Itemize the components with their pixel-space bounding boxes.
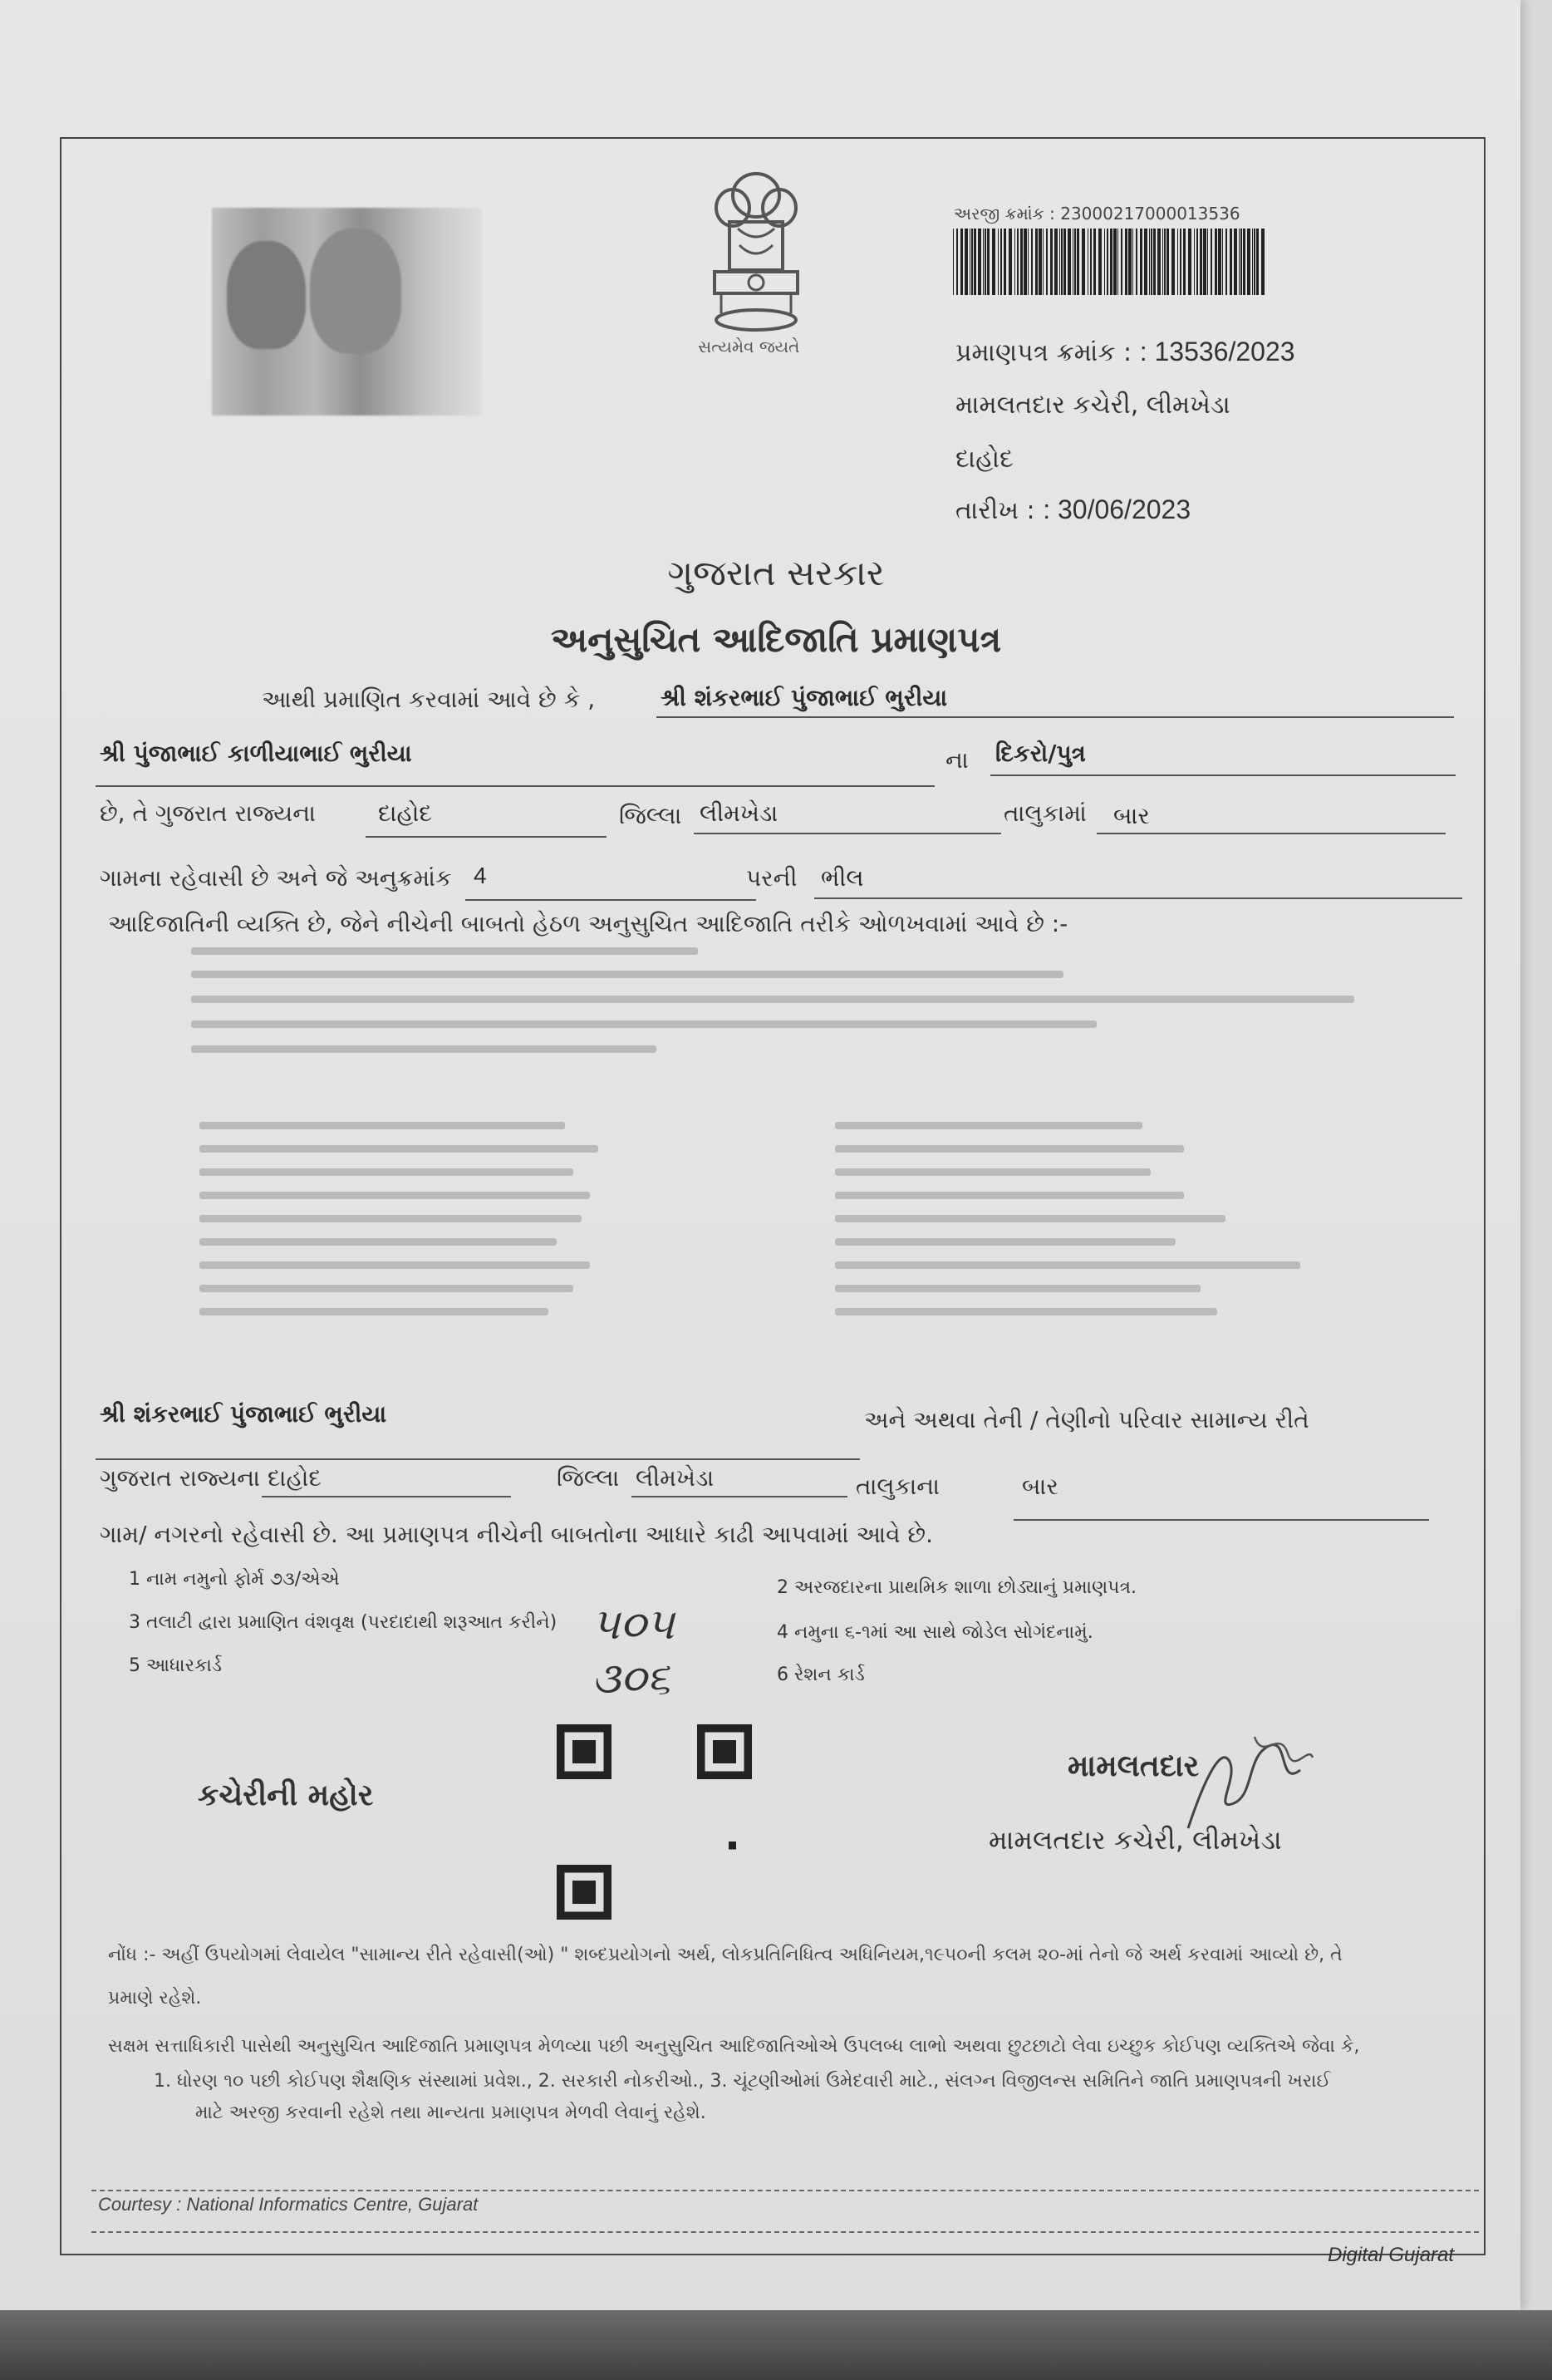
legal-reference-line (191, 1020, 1097, 1028)
issuing-district: દાહોદ (955, 445, 1014, 474)
table-surface (0, 2310, 1552, 2380)
qr-module (564, 1912, 572, 1920)
qr-module (603, 1732, 611, 1739)
legal-reference-line (199, 1192, 590, 1199)
qr-module (572, 1881, 580, 1888)
officer-title: મામલતદાર (1068, 1749, 1200, 1783)
qr-module (557, 1888, 564, 1896)
qr-module (713, 1748, 720, 1755)
note-benefits-end: માટે અરજી કરવાની રહેશે તથા માન્યતા પ્રમાણપત્ર મેળવી લેવાનું રહેશે. (195, 2102, 706, 2123)
barcode-bar (1090, 229, 1092, 295)
legal-reference-line (199, 1238, 557, 1246)
residence-village-rule (1014, 1519, 1429, 1521)
qr-module (588, 1912, 596, 1920)
qr-module (588, 1748, 596, 1755)
applicant-photo (212, 208, 482, 416)
barcode-bar (1028, 229, 1029, 295)
qr-module (705, 1724, 713, 1732)
qr-module (603, 1740, 611, 1748)
recognition-text: આદિજાતિની વ્યક્તિ છે, જેને નીચેની બાબતો હેઠળ અનુસુચિત આદિજાતિ તરીકે ઓળખવામાં આવે છે :- (108, 910, 1068, 937)
barcode-bar (953, 229, 954, 295)
qr-module (744, 1756, 752, 1763)
barcode-bar (974, 229, 976, 295)
barcode-bar (1107, 229, 1108, 295)
legal-reference-line (199, 1285, 573, 1292)
qr-module (603, 1904, 611, 1911)
barcode-bar (1140, 229, 1142, 295)
barcode-bar (1243, 229, 1245, 295)
village-value: બાર (1113, 802, 1150, 829)
qr-module (596, 1771, 603, 1778)
barcode-bar (1035, 229, 1038, 295)
qr-module (572, 1865, 580, 1872)
village-rule (1097, 833, 1446, 834)
qr-module (580, 1771, 587, 1778)
barcode-bar (1180, 229, 1181, 295)
barcode-bar (1113, 229, 1117, 295)
issue-date (955, 494, 1191, 525)
legal-reference-line (191, 1045, 656, 1053)
tribe-rule (814, 897, 1462, 899)
qr-module (697, 1763, 705, 1771)
document-item-3: 3 તલાટી દ્વારા પ્રમાણિત વંશવૃક્ષ (પરદાદાથી શરૂઆત કરીને) (129, 1612, 557, 1633)
residence-taluka-value: લીમખેડા (636, 1464, 715, 1492)
barcode-bar (1239, 229, 1240, 295)
resident-text: ગામના રહેવાસી છે અને જે અનુક્રમાંક (100, 864, 452, 892)
legal-reference-line (199, 1215, 582, 1222)
qr-module (557, 1881, 564, 1888)
barcode-bar (1149, 229, 1150, 295)
barcode-bar (960, 229, 963, 295)
qr-module (697, 1740, 705, 1748)
document-item-5: 5 આધારકાર્ડ (129, 1655, 222, 1676)
barcode-bar (1110, 229, 1112, 295)
barcode-bar (1247, 229, 1250, 295)
qr-module (697, 1756, 705, 1763)
officer-signature (1155, 1712, 1321, 1853)
qr-module (557, 1896, 564, 1904)
qr-module (744, 1748, 752, 1755)
barcode-bar (1054, 229, 1058, 295)
qr-module (557, 1771, 564, 1778)
qr-module (744, 1732, 752, 1739)
residence-district-rule (262, 1496, 511, 1497)
legal-reference-line (199, 1308, 548, 1315)
qr-module (564, 1865, 572, 1872)
barcode-bar (1000, 229, 1002, 295)
qr-module (697, 1724, 705, 1732)
certificate-title: અનુસુચિત આદિજાતિ પ્રમાણપત્ર (550, 619, 1002, 660)
qr-module (729, 1724, 736, 1732)
note-residence: નોંધ :- અહીં ઉપયોગમાં લેવાયેલ "સામાન્ય રીતે રહેવાસી(ઓ) " શબ્દપ્રયોગનો અર્થ, લોકપ્રતિનિધિત્વ અધિનિયમ,૧૯૫૦ની કલમ ૨૦-માં તેનો જે અર્થ કરવામાં આવ્યો છે, તે (108, 1945, 1343, 1965)
barcode-bar (1153, 229, 1156, 295)
qr-module (713, 1771, 720, 1778)
qr-module (603, 1881, 611, 1888)
qr-module (580, 1724, 587, 1732)
document-item-1: 1 નામ નમુનો ફોર્મ ૭૩/એએ (129, 1569, 340, 1590)
barcode-bar (1256, 229, 1259, 295)
barcode-bar (1196, 229, 1198, 295)
district-rule (366, 836, 607, 838)
barcode-bar (1104, 229, 1105, 295)
barcode-bar (983, 229, 984, 295)
photo-face-left (227, 241, 306, 349)
father-name-rule (96, 785, 935, 787)
qr-module (729, 1771, 736, 1778)
qr-module (572, 1748, 580, 1755)
legal-reference-line (191, 996, 1354, 1003)
residence-village-value: બાર (1022, 1473, 1058, 1500)
qr-module (580, 1740, 587, 1748)
certificate-number-value: : 13536/2023 (1139, 337, 1295, 366)
qr-code (557, 1724, 752, 1920)
photo-face-right (310, 229, 401, 353)
barcode-bar (1024, 229, 1027, 295)
family-text: અને અથવા તેની / તેણીનો પરિવાર સામાન્ય રીતે (864, 1406, 1309, 1433)
residence-district-value: દાહોદ (268, 1464, 322, 1492)
legal-reference-line (835, 1192, 1184, 1199)
qr-module (729, 1748, 736, 1755)
qr-module (588, 1881, 596, 1888)
qr-module (603, 1865, 611, 1872)
footer-rule-top (91, 2190, 1479, 2191)
barcode-bar (1004, 229, 1006, 295)
qr-module (557, 1912, 564, 1920)
state-text: છે, તે ગુજરાત રાજ્યના (100, 799, 316, 827)
barcode-bar (1017, 229, 1019, 295)
qr-module (580, 1865, 587, 1872)
qr-module (705, 1771, 713, 1778)
qr-module (720, 1748, 728, 1755)
barcode-bar (1218, 229, 1221, 295)
barcode-bar (1240, 229, 1242, 295)
serial-rule (465, 899, 756, 901)
barcode-bar (1014, 229, 1015, 295)
barcode-bar (1230, 229, 1232, 295)
barcode-bar (1043, 229, 1044, 295)
barcode-bar (998, 229, 999, 295)
barcode-bar (1203, 229, 1206, 295)
handwritten-note-2: ૩૦૬ (592, 1654, 671, 1704)
issue-date-value: : 30/06/2023 (1043, 494, 1191, 524)
qr-module (572, 1888, 580, 1896)
qr-module (572, 1771, 580, 1778)
barcode-bar (1164, 229, 1166, 295)
taluka-label: તાલુકામાં (1004, 799, 1087, 827)
legal-reference-line (199, 1145, 598, 1153)
residence-name-rule (96, 1458, 860, 1460)
barcode-bar (1128, 229, 1132, 295)
qr-module (557, 1740, 564, 1748)
barcode-bar (1261, 229, 1265, 295)
document-item-2: 2 અરજદારના પ્રાથમિક શાળા છોડ્યાનું પ્રમાણપત્ર. (777, 1577, 1137, 1598)
barcode-bar (971, 229, 973, 295)
issue-date-label: તારીખ : (955, 496, 1035, 525)
qr-module (588, 1888, 596, 1896)
barcode-bar (987, 229, 990, 295)
barcode-bar (1117, 229, 1118, 295)
barcode-bar (1183, 229, 1186, 295)
barcode-bar (1082, 229, 1085, 295)
barcode-bar (985, 229, 986, 295)
district-label: જિલ્લા (619, 802, 682, 829)
office-seal-label: કચેરીની મહોર (198, 1778, 374, 1812)
residence-district-label: જિલ્લા (557, 1464, 620, 1492)
barcode-bar (1020, 229, 1023, 295)
barcode-bar (956, 229, 958, 295)
note-benefits: સક્ષમ સત્તાધિકારી પાસેથી અનુસુચિત આદિજાતિ પ્રમાણપત્ર મેળવ્યા પછી અનુસુચિત આદિજાતિઓએ ઉપલબ્ધ લાભો અથવા છુટછાટો લેવા ઇચ્છુક કોઈપણ વ્યક્તિએ જેવા કે, (108, 2036, 1360, 2057)
legal-reference-line (199, 1122, 565, 1129)
qr-module (580, 1748, 587, 1755)
qr-module (557, 1904, 564, 1911)
qr-module (697, 1748, 705, 1755)
document-item-6: 6 રેશન કાર્ડ (777, 1665, 865, 1685)
barcode-bar (1136, 229, 1137, 295)
holder-name: શ્રી શંકરભાઈ પુંજાભાઈ ભુરીયા (661, 684, 948, 711)
residence-state-text: ગુજરાત રાજ્યના (100, 1464, 261, 1492)
tribe-value: ભીલ (821, 864, 864, 892)
qr-module (588, 1756, 596, 1763)
qr-module (736, 1771, 744, 1778)
qr-module (572, 1896, 580, 1904)
qr-module (557, 1756, 564, 1763)
barcode-bar (1151, 229, 1152, 295)
barcode-bar (1252, 229, 1253, 295)
legal-reference-line (835, 1308, 1217, 1315)
legal-reference-line (835, 1238, 1176, 1246)
barcode-bar (1162, 229, 1163, 295)
qr-module (603, 1771, 611, 1778)
legal-reference-line (835, 1122, 1142, 1129)
residence-taluka-label: તાલુકાના (856, 1473, 940, 1500)
barcode-bar (1132, 229, 1133, 295)
qr-module (713, 1724, 720, 1732)
qr-module (697, 1771, 705, 1778)
qr-module (572, 1756, 580, 1763)
legal-reference-line (199, 1261, 590, 1269)
qr-module (564, 1724, 572, 1732)
legal-reference-line (191, 947, 698, 955)
qr-module (596, 1724, 603, 1732)
application-number: અરજી ક્રમાંક : 23000217000013536 (954, 204, 1240, 224)
barcode-bar (1211, 229, 1212, 295)
qr-module (603, 1748, 611, 1755)
qr-module (580, 1756, 587, 1763)
barcode-bar (1031, 229, 1033, 295)
barcode-bar (1225, 229, 1227, 295)
barcode-bar (1254, 229, 1255, 295)
legal-reference-line (835, 1145, 1184, 1153)
qr-module (603, 1888, 611, 1896)
relation-rule (990, 774, 1456, 776)
qr-module (557, 1873, 564, 1881)
tribe-label: પરની (746, 864, 798, 892)
emblem-motto: સત્યમેવ જયતે (698, 337, 800, 357)
qr-module (744, 1724, 752, 1732)
taluka-rule (694, 833, 1001, 834)
barcode-bar (1061, 229, 1063, 295)
legal-reference-line (835, 1168, 1151, 1176)
taluka-value: લીમખેડા (700, 799, 778, 827)
barcode-bar (1063, 229, 1066, 295)
barcode-bar (1077, 229, 1079, 295)
barcode-bar (1166, 229, 1169, 295)
qr-module (603, 1873, 611, 1881)
barcode-bar (1234, 229, 1237, 295)
barcode-bar (1050, 229, 1053, 295)
national-emblem-icon (690, 170, 823, 337)
qr-module (588, 1740, 596, 1748)
legal-reference-line (835, 1215, 1225, 1222)
qr-module (588, 1896, 596, 1904)
qr-module (713, 1756, 720, 1763)
qr-module (713, 1740, 720, 1748)
district-value: દાહોદ (378, 799, 433, 827)
qr-module (588, 1865, 596, 1872)
certificate-number-label: પ્રમાણપત્ર ક્રમાંક : (955, 338, 1132, 367)
barcode-bar (1098, 229, 1102, 295)
barcode-bar (1171, 229, 1175, 295)
qr-module (557, 1732, 564, 1739)
barcode (951, 229, 1267, 295)
barcode-bar (1215, 229, 1217, 295)
qr-module (572, 1912, 580, 1920)
barcode-bar (1068, 229, 1071, 295)
qr-module (744, 1763, 752, 1771)
note-benefits-list: 1. ધોરણ ૧૦ પછી કોઈપણ શૈક્ષણિક સંસ્થામાં પ્રવેશ., 2. સરકારી નોકરીઓ., 3. ચૂંટણીઓમાં ઉમેદવારી માટે., સંલગ્ન વિજીલન્સ સમિતિને જાતિ પ્રમાણપત્રની ખરાઈ (154, 2071, 1331, 2092)
qr-module (572, 1724, 580, 1732)
officer-office: મામલતદાર કચેરી, લીમખેડા (989, 1824, 1282, 1856)
barcode-bar (1046, 229, 1048, 295)
residence-name: શ્રી શંકરભાઈ પુંજાભાઈ ભુરીયા (100, 1400, 387, 1428)
note-residence-cont: પ્રમાણે રહેશે. (108, 1988, 202, 2009)
qr-module (596, 1865, 603, 1872)
barcode-bar (1125, 229, 1127, 295)
legal-reference-line (191, 971, 1063, 978)
residence-taluka-rule (631, 1496, 847, 1497)
qr-module (720, 1740, 728, 1748)
qr-module (596, 1912, 603, 1920)
qr-module (603, 1756, 611, 1763)
qr-module (580, 1881, 587, 1888)
qr-module (720, 1724, 728, 1732)
qr-module (729, 1740, 736, 1748)
qr-module (736, 1724, 744, 1732)
barcode-bar (1200, 229, 1202, 295)
qr-module (580, 1888, 587, 1896)
barcode-bar (965, 229, 968, 295)
holder-name-rule (656, 716, 1454, 718)
qr-module (744, 1740, 752, 1748)
barcode-bar (1039, 229, 1042, 295)
barcode-bar (1144, 229, 1147, 295)
qr-module (580, 1896, 587, 1904)
relation-value: દિકરો/પુત્ર (995, 740, 1086, 767)
qr-module (697, 1732, 705, 1739)
qr-module (580, 1912, 587, 1920)
legal-reference-line (835, 1261, 1300, 1269)
digital-gujarat-label: Digital Gujarat (1328, 2244, 1455, 2266)
footer-rule-bottom (91, 2231, 1479, 2233)
issuing-office: મામલતદાર કચેરી, લીમખેડા (955, 391, 1230, 420)
government-title: ગુજરાત સરકાર (667, 553, 885, 593)
father-name: શ્રી પુંજાભાઈ કાળીયાભાઈ ભુરીયા (100, 740, 412, 767)
qr-module (588, 1771, 596, 1778)
qr-module (557, 1865, 564, 1872)
qr-module (729, 1842, 736, 1849)
barcode-bar (1222, 229, 1223, 295)
qr-module (557, 1763, 564, 1771)
qr-module (720, 1771, 728, 1778)
certificate-number (955, 337, 1295, 367)
barcode-bar (1188, 229, 1191, 295)
barcode-bar (1157, 229, 1161, 295)
legal-reference-line (199, 1168, 573, 1176)
qr-module (603, 1896, 611, 1904)
barcode-bar (992, 229, 995, 295)
qr-module (603, 1724, 611, 1732)
na-text: ના (945, 746, 969, 774)
handwritten-note-1: ૫૦૫ (592, 1600, 675, 1650)
certify-text: આથી પ્રમાણિત કરવામાં આવે છે કે , (262, 686, 596, 713)
barcode-bar (1121, 229, 1122, 295)
barcode-bar (1194, 229, 1195, 295)
serial-value: 4 (474, 863, 487, 888)
basis-text: ગામ/ નગરનો રહેવાસી છે. આ પ્રમાણપત્ર નીચેની બાબતોના આધારે કાઢી આપવામાં આવે છે. (100, 1521, 933, 1548)
qr-module (557, 1748, 564, 1755)
legal-reference-line (835, 1285, 1201, 1292)
qr-module (744, 1771, 752, 1778)
qr-module (557, 1724, 564, 1732)
barcode-bar (1059, 229, 1060, 295)
barcode-bar (978, 229, 981, 295)
qr-module (729, 1756, 736, 1763)
qr-module (588, 1724, 596, 1732)
barcode-bar (1207, 229, 1208, 295)
qr-module (564, 1771, 572, 1778)
barcode-bar (1074, 229, 1076, 295)
qr-module (603, 1912, 611, 1920)
qr-module (603, 1763, 611, 1771)
qr-module (720, 1756, 728, 1763)
barcode-bar (1177, 229, 1178, 295)
courtesy-text: Courtesy : National Informatics Centre, Gujarat (98, 2194, 479, 2215)
document-item-4: 4 નમુના ૬-૧માં આ સાથે જોડેલ સોગંદનામું. (777, 1622, 1093, 1643)
barcode-bar (1093, 229, 1096, 295)
qr-module (572, 1740, 580, 1748)
barcode-bar (1009, 229, 1012, 295)
